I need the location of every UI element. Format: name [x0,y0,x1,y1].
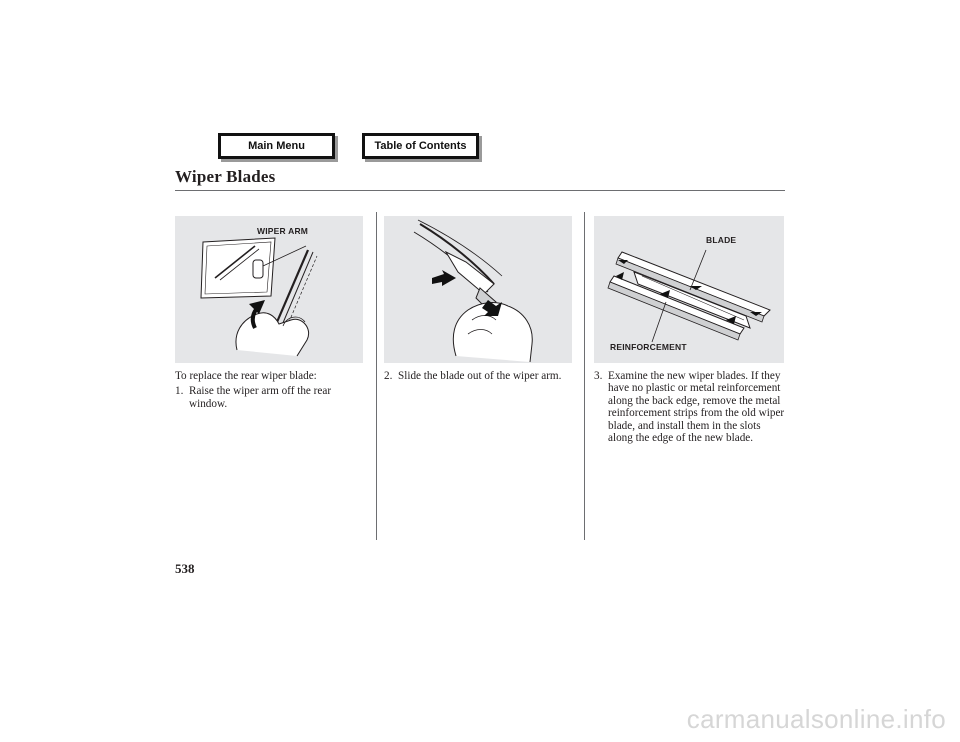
intro-text: To replace the rear wiper blade: [175,370,317,382]
column-divider-2 [584,212,585,540]
blade-reinforcement-illustration [594,216,784,363]
main-menu-button[interactable]: Main Menu [218,133,335,159]
step-3-text: Examine the new wiper blades. If they have no plastic or metal reinforcement along the back edge, remove the metal reinforcement strips from the old wiper blade, and install them in the slots along the edge of the new blade. [608,370,785,445]
slide-blade-illustration [384,216,572,363]
step-3 [594,370,786,444]
section-title: Wiper Blades [175,167,276,186]
page-number: 538 [175,561,195,576]
blade-reinforcement-drawing [594,216,784,363]
step-3-number: 3. [594,370,603,382]
step-1-number: 1. [175,385,184,398]
wiper-arm-illustration [175,216,363,363]
column-1-text [175,370,365,410]
column-divider-1 [376,212,377,540]
reinforcement-callout: REINFORCEMENT [610,342,687,352]
title-divider [175,190,785,191]
column-2-text [384,370,572,382]
step-2-number: 2. [384,370,393,382]
column-3-text [594,370,786,444]
step-1-text: Raise the wiper arm off the rear window. [189,385,332,410]
watermark: carmanualsonline.info [686,704,946,734]
slide-blade-drawing [384,216,572,363]
step-2-text: Slide the blade out of the wiper arm. [398,370,562,382]
step-1 [175,385,365,410]
wiper-arm-callout: WIPER ARM [257,226,309,236]
step-2 [384,370,572,382]
wiper-arm-drawing [175,216,363,363]
table-of-contents-button[interactable]: Table of Contents [362,133,479,159]
blade-callout: BLADE [706,235,737,245]
